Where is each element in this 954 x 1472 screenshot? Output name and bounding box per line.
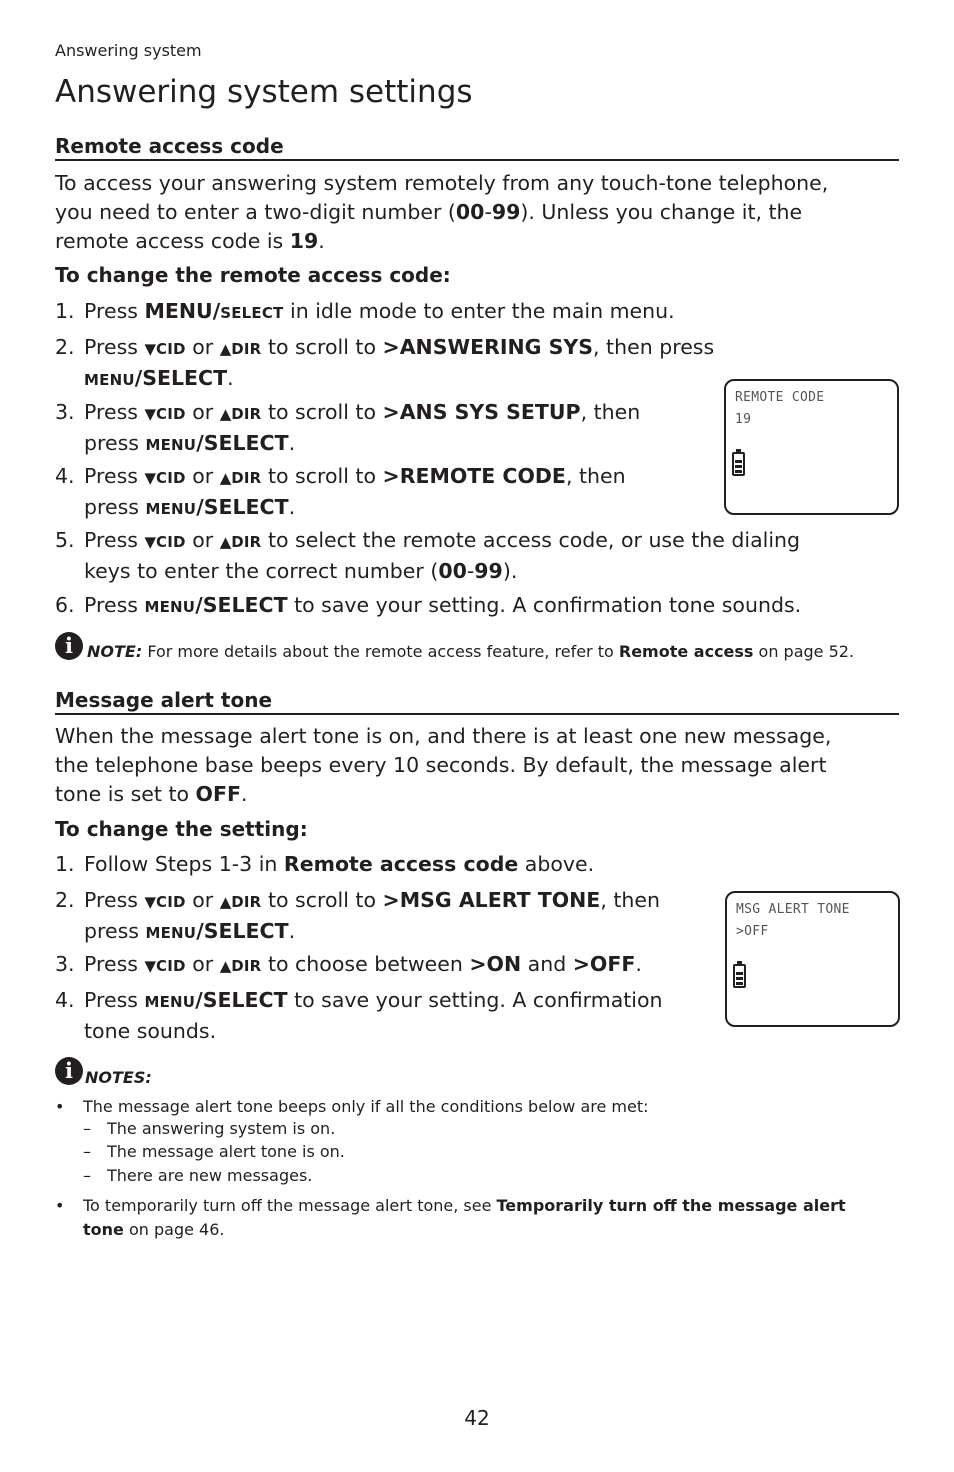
code-max: 99	[474, 559, 503, 583]
bullet-text: The message alert tone beeps only if all the conditions below are met:	[83, 1097, 649, 1116]
dash-marker: –	[83, 1142, 91, 1161]
battery-icon	[732, 452, 745, 476]
up-arrow-icon: ▲	[219, 340, 232, 358]
step-text	[84, 526, 800, 586]
period: .	[240, 782, 248, 806]
menu-target: >ANSWERING SYS	[382, 335, 594, 359]
text: press	[84, 919, 146, 943]
period: .	[288, 431, 296, 455]
key-select: /SELECT	[196, 431, 289, 455]
text: tone sounds.	[84, 1019, 217, 1043]
text: in idle mode to enter the main menu.	[283, 299, 675, 323]
step-number: 3.	[55, 400, 75, 424]
key-menu: MENU	[145, 436, 197, 454]
down-arrow-icon: ▼	[144, 405, 157, 423]
cross-reference: Remote access code	[283, 852, 519, 876]
text: on page 52.	[753, 642, 855, 661]
period: .	[318, 229, 325, 253]
default-code: 19	[289, 229, 319, 253]
text: to scroll to	[261, 400, 383, 424]
sub-item-text: There are new messages.	[107, 1166, 313, 1185]
step-text	[84, 886, 660, 948]
step-number: 1.	[55, 299, 75, 323]
text: or	[185, 464, 220, 488]
key-dir: DIR	[231, 405, 262, 423]
info-icon: i	[55, 1057, 83, 1085]
period: .	[288, 495, 296, 519]
intro-line: remote access code is	[55, 229, 290, 253]
step-number: 2.	[55, 335, 75, 359]
battery-icon	[733, 964, 746, 988]
text: Press	[84, 400, 145, 424]
text: press	[84, 431, 146, 455]
page-number: 42	[464, 1406, 490, 1430]
intro-line: the telephone base beeps every 10 seconds. By default, the message alert	[55, 753, 827, 777]
section-heading-remote-access-code: Remote access code	[55, 134, 899, 161]
dash-text: -	[466, 559, 475, 583]
step-number: 4.	[55, 464, 75, 488]
key-cid: CID	[156, 957, 186, 975]
menu-target: >ANS SYS SETUP	[382, 400, 581, 424]
down-arrow-icon: ▼	[144, 533, 157, 551]
intro-paragraph	[55, 722, 831, 809]
key-cid: CID	[156, 533, 186, 551]
text: to save your setting. A confirmation	[287, 988, 663, 1012]
key-select: /SELECT	[134, 366, 228, 390]
section-heading-message-alert-tone: Message alert tone	[55, 688, 899, 715]
text: to scroll to	[261, 335, 383, 359]
lcd-screen-remote-code	[724, 379, 899, 515]
text: Follow Steps 1-3 in	[84, 852, 284, 876]
text: Press	[84, 528, 145, 552]
text: to save your setting. A confirmation tone sounds.	[287, 593, 802, 617]
text: , then press	[593, 335, 715, 359]
down-arrow-icon: ▼	[144, 340, 157, 358]
period: .	[227, 366, 234, 390]
cross-reference: Temporarily turn off the message alert	[496, 1196, 846, 1215]
text: Press	[84, 988, 145, 1012]
step-number: 3.	[55, 952, 75, 976]
key-menu: MENU/	[144, 299, 221, 323]
down-arrow-icon: ▼	[144, 893, 157, 911]
note-remote-access	[55, 630, 899, 664]
option-off: >OFF	[572, 952, 636, 976]
lcd-line-2: >OFF	[736, 924, 769, 939]
subhead-change-setting: To change the setting:	[55, 817, 308, 841]
key-menu: MENU	[145, 500, 197, 518]
key-cid: CID	[156, 469, 186, 487]
key-menu: MENU	[144, 598, 196, 616]
text: to scroll to	[261, 888, 383, 912]
up-arrow-icon: ▲	[219, 957, 232, 975]
cross-reference: tone	[83, 1220, 124, 1239]
text: ).	[502, 559, 518, 583]
key-cid: CID	[156, 405, 186, 423]
text: Press	[84, 952, 145, 976]
step-text	[84, 591, 801, 622]
sub-item-text: The answering system is on.	[107, 1119, 336, 1138]
up-arrow-icon: ▲	[219, 405, 232, 423]
step-text	[84, 986, 663, 1046]
code-min: 00	[455, 200, 485, 224]
period: .	[635, 952, 642, 976]
key-dir: DIR	[231, 957, 262, 975]
step-text	[84, 850, 594, 879]
lcd-line-1: REMOTE CODE	[735, 390, 825, 405]
note-label: NOTE:	[87, 642, 143, 661]
code-max: 99	[491, 200, 521, 224]
lcd-line-2: 19	[735, 412, 752, 427]
notes-label: NOTES:	[85, 1068, 152, 1087]
key-dir: DIR	[231, 469, 262, 487]
key-menu: MENU	[145, 924, 197, 942]
intro-line: you need to enter a two-digit number (	[55, 200, 456, 224]
intro-line: tone is set to	[55, 782, 196, 806]
text: , then	[580, 400, 641, 424]
key-select: /SELECT	[196, 919, 289, 943]
key-cid: CID	[156, 893, 186, 911]
key-cid: CID	[156, 340, 186, 358]
text: and	[521, 952, 573, 976]
default-setting: OFF	[195, 782, 241, 806]
step-number: 4.	[55, 988, 75, 1012]
option-on: >ON	[469, 952, 522, 976]
key-select: /SELECT	[196, 495, 289, 519]
text: to choose between	[261, 952, 470, 976]
up-arrow-icon: ▲	[219, 893, 232, 911]
notes-header	[55, 1055, 899, 1089]
key-menu: MENU	[84, 371, 135, 389]
step-number: 1.	[55, 852, 75, 876]
subhead-change-code: To change the remote access code:	[55, 263, 451, 287]
intro-line: To access your answering system remotely from any touch-tone telephone,	[55, 171, 829, 195]
code-min: 00	[438, 559, 467, 583]
step-number: 5.	[55, 528, 75, 552]
text: To temporarily turn off the message alert tone, see	[83, 1196, 497, 1215]
text: Press	[84, 464, 145, 488]
step-number: 2.	[55, 888, 75, 912]
text: to scroll to	[261, 464, 383, 488]
lcd-line-1: MSG ALERT TONE	[736, 902, 850, 917]
step-text	[84, 462, 626, 524]
bullet-dot: •	[55, 1196, 65, 1215]
text: or	[185, 400, 220, 424]
text: or	[185, 952, 220, 976]
text: Press	[84, 335, 145, 359]
note-text	[87, 642, 854, 661]
key-select: /SELECT	[195, 988, 288, 1012]
step-text	[84, 333, 714, 395]
dash-text: -	[484, 200, 492, 224]
text: or	[185, 528, 220, 552]
running-header: Answering system	[55, 41, 202, 60]
bullet-dot: •	[55, 1097, 65, 1116]
menu-target: >REMOTE CODE	[382, 464, 566, 488]
up-arrow-icon: ▲	[219, 533, 232, 551]
text: , then	[600, 888, 660, 912]
text: on page 46.	[123, 1220, 225, 1239]
text: above.	[518, 852, 595, 876]
menu-target: >MSG ALERT TONE	[382, 888, 601, 912]
text: press	[84, 495, 146, 519]
text: keys to enter the correct number (	[84, 559, 439, 583]
text: , then	[565, 464, 626, 488]
intro-line: ). Unless you change it, the	[520, 200, 803, 224]
down-arrow-icon: ▼	[144, 469, 157, 487]
intro-paragraph	[55, 169, 828, 256]
text: Press	[84, 593, 145, 617]
bullet-text	[83, 1194, 893, 1242]
up-arrow-icon: ▲	[219, 469, 232, 487]
dash-marker: –	[83, 1119, 91, 1138]
key-menu: MENU	[144, 993, 196, 1011]
info-icon: i	[55, 632, 83, 660]
cross-reference: Remote access	[618, 642, 754, 661]
key-dir: DIR	[231, 340, 262, 358]
step-text	[84, 398, 640, 460]
dash-marker: –	[83, 1166, 91, 1185]
step-text	[84, 950, 642, 981]
page-title: Answering system settings	[55, 74, 473, 110]
key-select: SELECT	[220, 304, 284, 322]
text: or	[185, 335, 220, 359]
text: or	[185, 888, 220, 912]
step-text	[84, 297, 675, 328]
text: For more details about the remote access feature, refer to	[142, 642, 619, 661]
step-number: 6.	[55, 593, 75, 617]
key-dir: DIR	[231, 533, 262, 551]
text: Press	[84, 888, 145, 912]
lcd-screen-msg-alert-tone	[725, 891, 900, 1027]
key-select: /SELECT	[195, 593, 288, 617]
sub-item-text: The message alert tone is on.	[107, 1142, 345, 1161]
key-dir: DIR	[231, 893, 262, 911]
intro-line: When the message alert tone is on, and there is at least one new message,	[55, 724, 832, 748]
period: .	[288, 919, 296, 943]
text: Press	[84, 299, 145, 323]
down-arrow-icon: ▼	[144, 957, 157, 975]
text: to select the remote access code, or use the dialing	[261, 528, 801, 552]
